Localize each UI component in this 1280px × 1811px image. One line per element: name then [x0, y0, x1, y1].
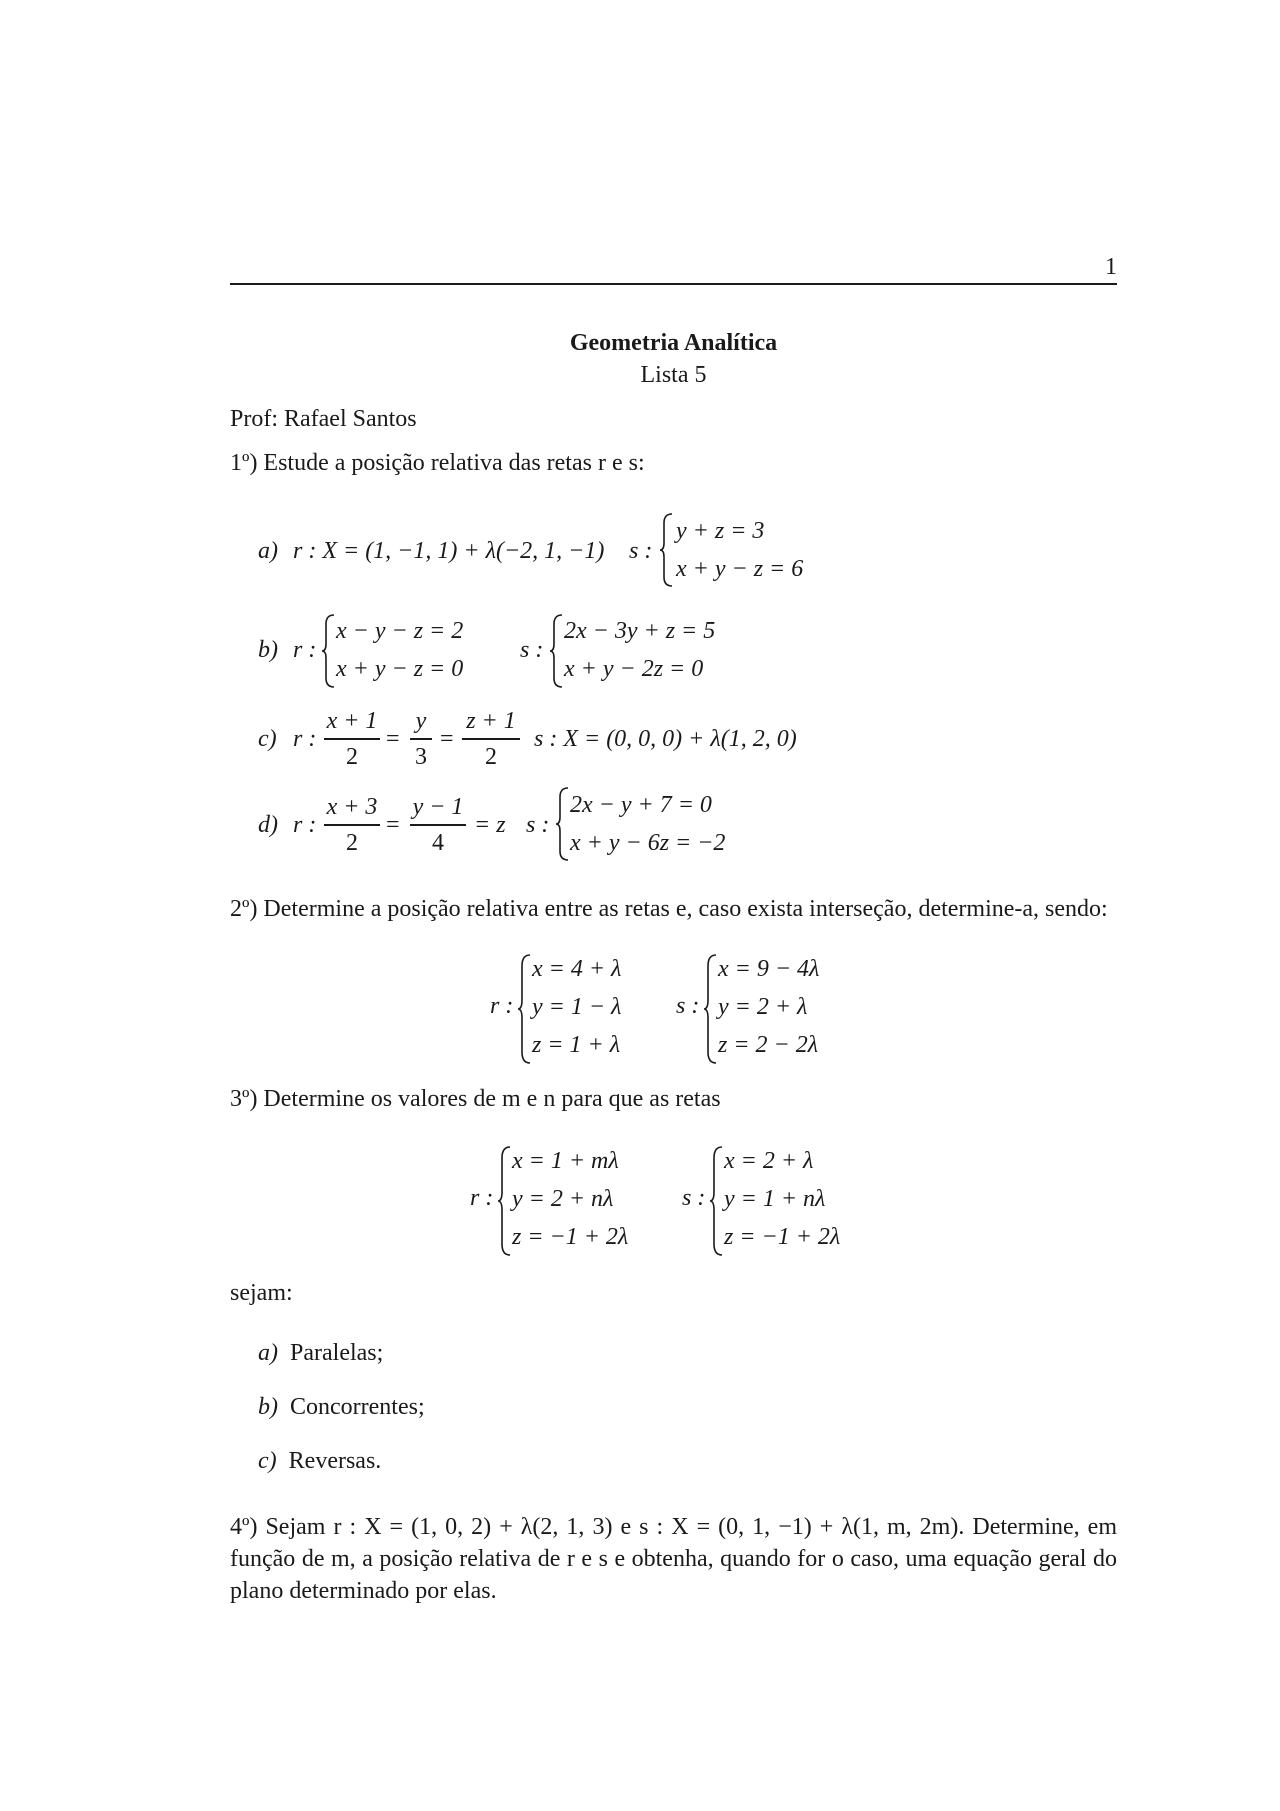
q1b-r-row-2: x + y − z = 0 [336, 656, 464, 682]
q1b-s-brace [550, 614, 564, 688]
q3-s-row-1: x = 2 + λ [724, 1148, 814, 1174]
q3-s-brace [710, 1146, 724, 1256]
q1d-s-row-1: 2x − y + 7 = 0 [570, 792, 712, 818]
q1b-s-row-1: 2x − 3y + z = 5 [564, 618, 716, 644]
q2-r-row-3: z = 1 + λ [532, 1032, 621, 1058]
q1a-s-row-1: y + z = 3 [676, 518, 765, 544]
q2-r-row-1: x = 4 + λ [532, 956, 622, 982]
q1c-equals-2: = [440, 726, 454, 752]
document-title: Geometria Analítica [569, 330, 778, 356]
q1d-r-label: r : [293, 812, 317, 838]
q1a-r-equation: r : X = (1, −1, 1) + λ(−2, 1, −1) [293, 538, 605, 564]
q1d-s-brace [556, 787, 570, 861]
q1a-s-row-2: x + y − z = 6 [676, 556, 804, 582]
q1a-label: a) [258, 538, 278, 564]
q1d-equals-1: = [386, 812, 400, 838]
q3-s-row-2: y = 1 + nλ [724, 1186, 826, 1212]
q1a-s-brace [660, 513, 674, 587]
question-2-statement: 2º) Determine a posição relativa entre as retas e, caso exista interseção, determine-a, sendo: [230, 896, 1108, 922]
q1c-equals-1: = [386, 726, 400, 752]
q1b-s-row-2: x + y − 2z = 0 [564, 656, 704, 682]
document-subtitle: Lista 5 [640, 362, 707, 388]
q3-s-label: s : [682, 1185, 706, 1211]
q2-s-row-1: x = 9 − 4λ [718, 956, 820, 982]
q1c-s-equation: s : X = (0, 0, 0) + λ(1, 2, 0) [534, 726, 797, 752]
page-number: 1 [1105, 254, 1117, 280]
q1c-r-label: r : [293, 726, 317, 752]
q2-r-row-2: y = 1 − λ [532, 994, 622, 1020]
header-rule [230, 283, 1117, 285]
q3-item-a-label: a) [258, 1340, 278, 1366]
q3-item-a [258, 1338, 383, 1369]
q3-item-c-text: Reversas. [288, 1448, 382, 1474]
q3-item-b [258, 1392, 425, 1423]
q1b-r-label: r : [293, 637, 317, 663]
q1b-s-label: s : [520, 637, 544, 663]
q2-s-label: s : [676, 993, 700, 1019]
q3-r-label: r : [470, 1185, 494, 1211]
q3-s-row-3: z = −1 + 2λ [724, 1224, 841, 1250]
q1d-s-label: s : [526, 812, 550, 838]
question-4-statement: 4º) Sejam r : X = (1, 0, 2) + λ(2, 1, 3) e s : X = (0, 1, −1) + λ(1, m, 2m). Determine, em função de m, a posição relativa de r e s e obtenha, quando for o caso, uma equação geral do plano determinado por elas. [230, 1514, 1117, 1604]
q3-item-b-text: Concorrentes; [290, 1394, 425, 1420]
q3-item-c [258, 1446, 381, 1477]
q1d-fraction-1: x + 3 2 [324, 792, 380, 859]
q1d-fraction-2: y − 1 4 [410, 792, 466, 859]
question-3-statement: 3º) Determine os valores de m e n para que as retas [230, 1086, 721, 1112]
q3-after-text: sejam: [230, 1280, 293, 1306]
q2-s-brace [704, 954, 718, 1064]
q1c-fraction-3: z + 1 2 [462, 706, 520, 773]
q3-item-a-text: Paralelas; [290, 1340, 384, 1366]
q1a-s-label: s : [629, 538, 653, 564]
q1c-fraction-1: x + 1 2 [324, 706, 380, 773]
q1b-r-row-1: x − y − z = 2 [336, 618, 464, 644]
q2-r-label: r : [490, 993, 514, 1019]
q3-item-c-label: c) [258, 1448, 277, 1474]
q1d-label: d) [258, 812, 278, 838]
q3-item-b-label: b) [258, 1394, 278, 1420]
question-1-statement: 1º) Estude a posição relativa das retas r e s: [230, 450, 645, 476]
professor-line: Prof: Rafael Santos [230, 406, 417, 432]
q1b-r-brace [322, 614, 336, 688]
q1c-label: c) [258, 726, 277, 752]
q1d-s-row-2: x + y − 6z = −2 [570, 830, 726, 856]
q3-r-row-3: z = −1 + 2λ [512, 1224, 629, 1250]
q3-r-row-1: x = 1 + mλ [512, 1148, 619, 1174]
q2-s-row-2: y = 2 + λ [718, 994, 808, 1020]
q1b-label: b) [258, 637, 278, 663]
q3-r-row-2: y = 2 + nλ [512, 1186, 614, 1212]
q1d-tail: = z [474, 812, 506, 838]
q2-s-row-3: z = 2 − 2λ [718, 1032, 819, 1058]
q2-r-brace [518, 954, 532, 1064]
q1c-fraction-2: y 3 [410, 706, 432, 773]
q3-r-brace [498, 1146, 512, 1256]
